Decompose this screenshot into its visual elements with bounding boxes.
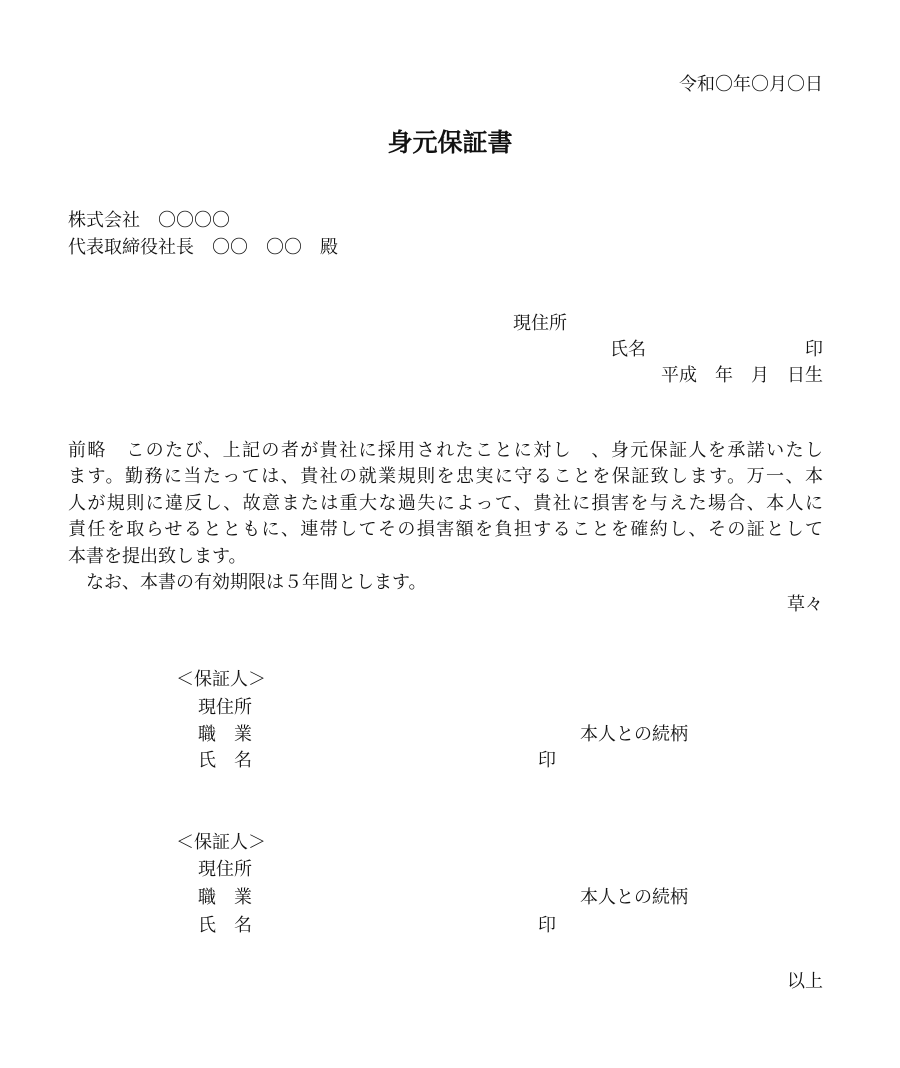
principal-birth: 平成 年 月 日生 bbox=[661, 365, 823, 386]
addressee-representative: 代表取締役社長 〇〇 〇〇 殿 bbox=[68, 237, 338, 258]
guarantor-address-label: 現住所 bbox=[198, 697, 252, 718]
guarantor-seal: 印 bbox=[538, 915, 556, 936]
guarantor-relation-label: 本人との続柄 bbox=[580, 887, 688, 908]
guarantor-occupation-label: 職 業 bbox=[198, 887, 252, 908]
body-paragraph bbox=[68, 438, 823, 596]
guarantor-heading: ＜保証人＞ bbox=[176, 669, 266, 690]
addressee-company: 株式会社 〇〇〇〇 bbox=[68, 210, 230, 231]
guarantor-seal: 印 bbox=[538, 750, 556, 771]
body-line: 人が規則に違反し、故意または重大な過失によって、貴社に損害を与えた場合、本人に bbox=[68, 492, 823, 514]
body-note: なお、本書の有効期限は５年間とします。 bbox=[86, 571, 427, 593]
guarantor-name-label: 氏 名 bbox=[198, 750, 252, 771]
guarantor-occupation-label: 職 業 bbox=[198, 724, 252, 745]
body-line: 本書を提出致します。 bbox=[68, 545, 247, 567]
closing-soso: 草々 bbox=[787, 594, 823, 615]
document-title: 身元保証書 bbox=[387, 128, 513, 157]
guarantor-name-label: 氏 名 bbox=[198, 915, 252, 936]
body-line: 前略 このたび、上記の者が貴社に採用されたことに対し 、身元保証人を承諾いたし bbox=[68, 440, 823, 461]
closing-ijou: 以上 bbox=[787, 971, 823, 992]
document-date: 令和〇年〇月〇日 bbox=[679, 74, 823, 95]
guarantor-relation-label: 本人との続柄 bbox=[580, 724, 688, 745]
body-line: ます。勤務に当たっては、貴社の就業規則を忠実に守ることを保証致します。万一、本 bbox=[68, 466, 823, 488]
principal-seal: 印 bbox=[805, 339, 823, 360]
guarantor-heading: ＜保証人＞ bbox=[176, 832, 266, 853]
principal-name-label: 氏名 bbox=[610, 339, 646, 360]
body-line: 責任を取らせるとともに、連帯してその損害額を負担することを確約し、その証として bbox=[68, 519, 823, 541]
principal-address-label: 現住所 bbox=[513, 313, 567, 334]
guarantor-address-label: 現住所 bbox=[198, 859, 252, 880]
